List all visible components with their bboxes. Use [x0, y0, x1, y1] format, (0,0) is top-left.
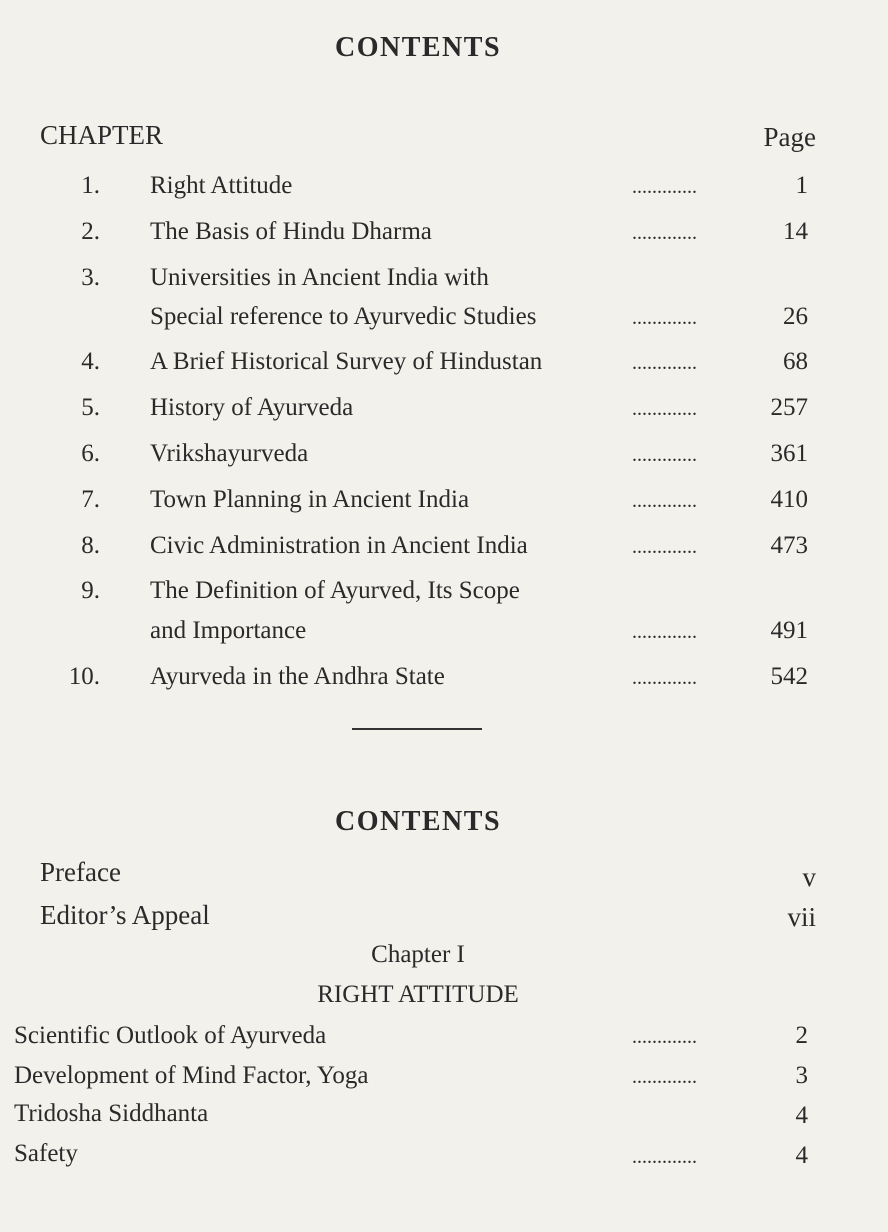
- leader-dots: .............: [632, 1066, 697, 1088]
- entry-page: 68: [783, 348, 808, 375]
- entry-title: The Basis of Hindu Dharma: [150, 218, 432, 245]
- preface-label: Preface: [40, 857, 121, 887]
- entry-title: A Brief Historical Survey of Hindustan: [150, 348, 543, 375]
- preface-page: v: [802, 862, 816, 892]
- entry-title: Ayurveda in the Andhra State: [150, 663, 445, 690]
- entry-number: 10.: [68, 663, 100, 690]
- editors-appeal-label: Editor’s Appeal: [40, 900, 210, 930]
- entry-number: 5.: [81, 394, 100, 421]
- entry-title: Universities in Ancient India with: [150, 264, 489, 291]
- contents-title: CONTENTS: [334, 32, 502, 63]
- chapter-title: RIGHT ATTITUDE: [317, 981, 519, 1008]
- entry-page: 14: [783, 218, 808, 245]
- leader-dots: .............: [632, 536, 697, 558]
- entry-title-continued: Special reference to Ayurvedic Studies: [150, 303, 537, 330]
- entry-title: Town Planning in Ancient India: [150, 486, 470, 513]
- entry-page: 257: [770, 394, 808, 421]
- leader-dots: .............: [632, 222, 697, 244]
- chapter-column-header: CHAPTER: [40, 120, 164, 150]
- section-page: 2: [795, 1022, 808, 1049]
- leader-dots: .............: [632, 444, 697, 466]
- leader-dots: .............: [632, 1146, 697, 1168]
- leader-dots: .............: [632, 176, 697, 198]
- section-page: 3: [795, 1062, 808, 1089]
- section-page: 4: [795, 1102, 808, 1129]
- entry-title: Vrikshayurveda: [150, 440, 309, 467]
- entry-page: 361: [770, 440, 808, 467]
- leader-dots: .............: [632, 307, 697, 329]
- leader-dots: .............: [632, 352, 697, 374]
- entry-title: Right Attitude: [150, 172, 293, 199]
- entry-number: 6.: [81, 440, 100, 467]
- leader-dots: .............: [632, 621, 697, 643]
- entry-title: Civic Administration in Ancient India: [150, 532, 528, 559]
- entry-title: History of Ayurveda: [150, 394, 354, 421]
- section-title: Scientific Outlook of Ayurveda: [14, 1022, 327, 1049]
- section-title: Tridosha Siddhanta: [14, 1100, 209, 1127]
- leader-dots: .............: [632, 398, 697, 420]
- entry-page: 542: [770, 663, 808, 690]
- entry-number: 3.: [81, 264, 100, 291]
- entry-number: 2.: [81, 218, 100, 245]
- entry-title: The Definition of Ayurved, Its Scope: [150, 577, 520, 604]
- entry-page: 473: [770, 532, 808, 559]
- contents-title-2: CONTENTS: [334, 806, 502, 837]
- entry-title-continued: and Importance: [150, 617, 307, 644]
- leader-dots: .............: [632, 490, 697, 512]
- entry-number: 9.: [81, 577, 100, 604]
- entry-number: 1.: [81, 172, 100, 199]
- entry-number: 8.: [81, 532, 100, 559]
- entry-page: 1: [795, 172, 808, 199]
- entry-page: 26: [783, 303, 808, 330]
- entry-page: 410: [770, 486, 808, 513]
- editors-appeal-page: vii: [787, 902, 816, 932]
- entry-page: 491: [770, 617, 808, 644]
- entry-number: 7.: [81, 486, 100, 513]
- entry-number: 4.: [81, 348, 100, 375]
- section-title: Development of Mind Factor, Yoga: [14, 1062, 369, 1089]
- section-divider: [352, 728, 482, 730]
- page-column-header: Page: [763, 122, 816, 152]
- leader-dots: .............: [632, 667, 697, 689]
- chapter-label: Chapter I: [371, 941, 465, 968]
- section-title: Safety: [14, 1140, 78, 1167]
- section-page: 4: [795, 1142, 808, 1169]
- leader-dots: .............: [632, 1026, 697, 1048]
